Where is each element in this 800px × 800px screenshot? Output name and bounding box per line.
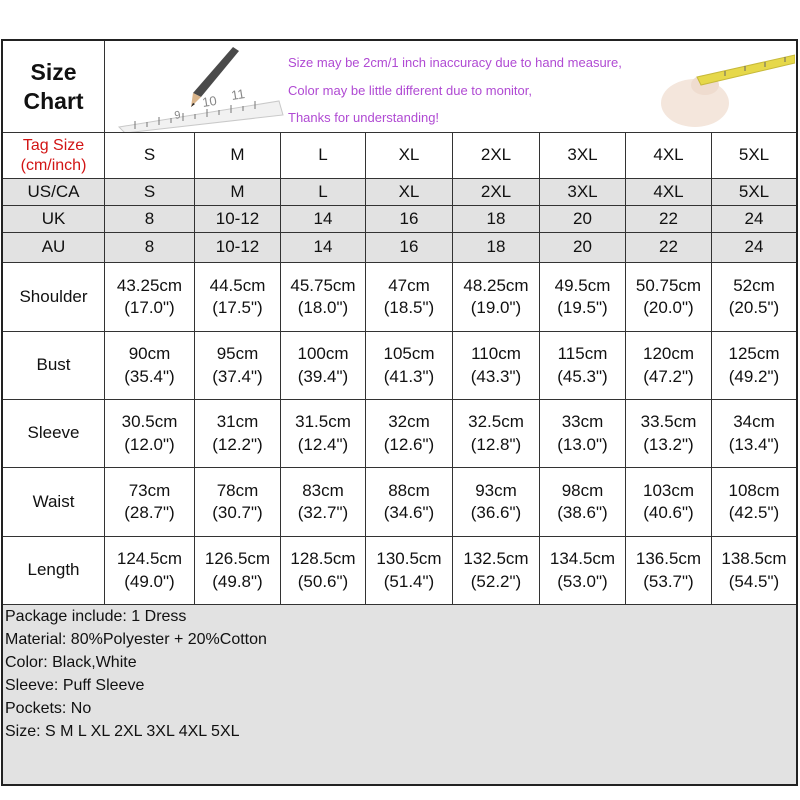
size-row-label	[3, 206, 105, 233]
size-cell	[105, 206, 195, 233]
measure-row-label	[3, 332, 105, 400]
size-value: 8	[144, 237, 155, 257]
size-value: 24	[744, 237, 764, 257]
measure-cell	[712, 263, 797, 332]
measure-cell	[712, 400, 797, 468]
banner-note: Color may be little different due to monitor,	[288, 83, 532, 98]
measure-cell	[105, 332, 195, 400]
size-cell	[453, 206, 540, 233]
measure-cm: 128.5cm	[290, 549, 356, 569]
measure-cell	[712, 332, 797, 400]
measure-inch: (19.5")	[557, 298, 608, 317]
measure-cell	[540, 400, 626, 468]
size-row-label	[3, 233, 105, 263]
measure-cm: 120cm	[642, 344, 695, 364]
measure-row-label	[3, 400, 105, 468]
measure-cell	[281, 537, 366, 605]
size-value: 14	[313, 208, 333, 228]
measure-cell	[626, 468, 712, 537]
measure-cell	[366, 537, 453, 605]
size-value: 18	[486, 208, 506, 228]
row-label-text: UK	[41, 208, 66, 228]
measure-cm: 47cm	[388, 275, 430, 295]
size-value: M	[230, 181, 245, 201]
measure-cm: 93cm	[475, 480, 517, 500]
size-value: 8	[144, 208, 155, 228]
measure-cm: 110cm	[471, 344, 521, 364]
detail-pockets: Pockets: No	[5, 700, 92, 717]
size-cell	[195, 233, 281, 263]
measure-cm: 33cm	[561, 412, 604, 432]
measure-inch: (17.5")	[212, 298, 263, 317]
size-cell	[712, 233, 797, 263]
measure-cm: 52cm	[733, 275, 775, 295]
measure-cell	[105, 400, 195, 468]
measure-row-label	[3, 468, 105, 537]
size-value: 22	[659, 208, 678, 228]
measure-cell	[626, 263, 712, 332]
size-cell	[540, 133, 626, 179]
measure-cell	[195, 468, 281, 537]
row-label-line: Tag Size	[22, 137, 85, 155]
size-cell	[281, 206, 366, 233]
size-cell	[366, 206, 453, 233]
size-cell	[105, 233, 195, 263]
size-value: XL	[398, 145, 420, 165]
size-value: 16	[399, 237, 419, 257]
measure-cm: 126.5cm	[204, 549, 271, 569]
measure-cm: 50.75cm	[635, 275, 702, 295]
size-cell	[195, 133, 281, 179]
measure-cm: 138.5cm	[721, 549, 787, 569]
size-cell	[540, 233, 626, 263]
measure-label-text: Length	[27, 560, 80, 580]
measure-inch: (53.7")	[643, 571, 694, 591]
measure-cm: 100cm	[297, 344, 349, 364]
measure-cell	[540, 537, 626, 605]
size-row-label	[3, 179, 105, 206]
measure-cell	[626, 332, 712, 400]
size-value: 2XL	[480, 181, 512, 201]
measure-cm: 108cm	[728, 480, 780, 500]
measure-cell	[366, 332, 453, 400]
measure-cell	[453, 332, 540, 400]
measure-cm: 48.25cm	[463, 275, 529, 295]
pencil-ruler-illustration	[105, 41, 285, 133]
measurement-banner	[105, 41, 798, 133]
size-cell	[453, 133, 540, 179]
row-label-text: AU	[41, 237, 66, 257]
size-cell	[195, 206, 281, 233]
measure-inch: (13.2")	[643, 434, 694, 454]
measure-cell	[626, 400, 712, 468]
size-value: S	[143, 145, 156, 165]
measure-inch: (13.0")	[557, 434, 608, 454]
measure-inch: (52.2")	[470, 571, 522, 591]
measure-cell	[366, 263, 453, 332]
size-value: 3XL	[567, 145, 598, 165]
measure-cm: 95cm	[216, 344, 259, 364]
measure-cell	[281, 400, 366, 468]
measure-cm: 132.5cm	[463, 549, 529, 569]
measure-cm: 125cm	[728, 344, 780, 364]
size-value: 4XL	[653, 145, 684, 165]
measure-cm: 115cm	[557, 344, 608, 364]
measure-cm: 49.5cm	[554, 275, 611, 295]
measure-cell	[453, 468, 540, 537]
measure-cell	[195, 400, 281, 468]
size-cell	[626, 233, 712, 263]
measure-cm: 103cm	[642, 480, 695, 500]
measure-inch: (28.7")	[124, 503, 175, 522]
measure-cell	[453, 400, 540, 468]
size-cell	[540, 206, 626, 233]
measure-cm: 44.5cm	[209, 275, 266, 295]
measure-inch: (40.6")	[643, 503, 694, 522]
measure-cell	[105, 537, 195, 605]
detail-sizes: Size: S M L XL 2XL 3XL 4XL 5XL	[5, 723, 240, 740]
size-cell	[366, 179, 453, 206]
measure-cell	[105, 468, 195, 537]
measure-cm: 73cm	[128, 480, 171, 500]
size-cell	[626, 206, 712, 233]
measure-inch: (42.5")	[728, 503, 780, 522]
measure-inch: (12.6")	[383, 434, 435, 454]
measure-cell	[281, 263, 366, 332]
measure-cm: 33.5cm	[640, 412, 697, 432]
detail-sleeve: Sleeve: Puff Sleeve	[5, 677, 145, 694]
measure-cm: 45.75cm	[290, 275, 356, 295]
size-cell	[626, 179, 712, 206]
size-value: 3XL	[567, 181, 598, 201]
measure-cm: 124.5cm	[116, 549, 183, 569]
detail-material: Material: 80%Polyester + 20%Cotton	[5, 631, 267, 648]
measure-cm: 43.25cm	[116, 275, 183, 295]
measure-cm: 32.5cm	[468, 412, 524, 432]
size-cell	[281, 233, 366, 263]
detail-package: Package include: 1 Dress	[5, 608, 187, 625]
size-cell	[281, 133, 366, 179]
measure-inch: (47.2")	[643, 366, 694, 386]
size-cell	[540, 179, 626, 206]
size-cell	[195, 179, 281, 206]
size-value: M	[230, 145, 245, 165]
measure-cm: 105cm	[383, 344, 435, 364]
measure-inch: (34.6")	[383, 503, 435, 522]
measure-cell	[195, 332, 281, 400]
row-label-text: US/CA	[27, 181, 80, 201]
size-value: 22	[659, 237, 678, 257]
size-cell	[366, 133, 453, 179]
measure-inch: (17.0")	[124, 298, 175, 317]
measure-inch: (13.4")	[728, 434, 780, 454]
measure-inch: (43.3")	[470, 366, 522, 386]
measure-cell	[366, 400, 453, 468]
product-details	[3, 605, 796, 784]
measure-cell	[105, 263, 195, 332]
measure-cell	[195, 263, 281, 332]
size-value: XL	[398, 181, 420, 201]
size-value: 10-12	[215, 208, 260, 228]
measure-cell	[540, 468, 626, 537]
measure-inch: (45.3")	[557, 366, 608, 386]
measure-cm: 83cm	[302, 480, 344, 500]
size-value: 24	[744, 208, 764, 228]
size-cell	[453, 179, 540, 206]
title-text: Size Chart	[23, 58, 84, 114]
measure-inch: (12.4")	[297, 434, 349, 454]
measure-inch: (12.8")	[470, 434, 522, 454]
measure-cm: 136.5cm	[635, 549, 702, 569]
size-row-label	[3, 133, 105, 179]
detail-color: Color: Black,White	[5, 654, 137, 671]
measure-cell	[366, 468, 453, 537]
measure-label-text: Shoulder	[19, 286, 88, 306]
measure-cm: 78cm	[216, 480, 259, 500]
measure-inch: (18.0")	[297, 298, 349, 317]
measure-inch: (54.5")	[728, 571, 780, 591]
measure-inch: (51.4")	[383, 571, 435, 591]
size-cell	[712, 133, 797, 179]
measure-cell	[712, 468, 797, 537]
measure-inch: (49.0")	[124, 571, 175, 591]
measure-inch: (53.0")	[557, 571, 608, 591]
size-value: 20	[573, 237, 592, 257]
measure-cell	[281, 468, 366, 537]
measure-inch: (37.4")	[212, 366, 263, 386]
measure-inch: (38.6")	[557, 503, 608, 522]
measure-inch: (18.5")	[383, 298, 435, 317]
measure-label-text: Bust	[36, 355, 71, 375]
measure-inch: (30.7")	[212, 503, 263, 522]
measure-inch: (36.6")	[470, 503, 522, 522]
size-cell	[105, 133, 195, 179]
size-value: 10-12	[215, 237, 260, 257]
measure-inch: (35.4")	[124, 366, 175, 386]
size-cell	[105, 179, 195, 206]
measure-cm: 31cm	[216, 412, 259, 432]
size-value: 14	[313, 237, 333, 257]
measure-inch: (49.2")	[728, 366, 780, 386]
measure-cm: 32cm	[388, 412, 430, 432]
measure-cm: 98cm	[561, 480, 604, 500]
measure-inch: (50.6")	[297, 571, 349, 591]
size-value: 5XL	[738, 145, 770, 165]
measure-cm: 90cm	[128, 344, 171, 364]
row-label-line: (cm/inch)	[20, 156, 87, 174]
ruler-tick-label: 9	[173, 109, 182, 122]
measure-label-text: Waist	[32, 491, 75, 511]
measure-inch: (49.8")	[212, 571, 263, 591]
measure-cm: 31.5cm	[295, 412, 351, 432]
measure-inch: (19.0")	[470, 298, 522, 317]
measure-cm: 34cm	[733, 412, 775, 432]
measure-inch: (12.0")	[124, 434, 175, 454]
banner-note: Thanks for understanding!	[288, 110, 440, 125]
measure-cell	[540, 263, 626, 332]
measure-cell	[712, 537, 797, 605]
measure-cell	[453, 537, 540, 605]
ruler-tick-label: 11	[230, 86, 246, 103]
hand-tape-measure-illustration	[635, 41, 795, 133]
measure-inch: (41.3")	[383, 366, 435, 386]
measure-inch: (20.5")	[728, 298, 780, 317]
size-cell	[712, 179, 797, 206]
measure-cm: 30.5cm	[121, 412, 178, 432]
size-cell	[281, 179, 366, 206]
measure-row-label	[3, 537, 105, 605]
measure-label-text: Sleeve	[27, 423, 80, 443]
size-value: L	[318, 145, 328, 165]
measure-cell	[453, 263, 540, 332]
size-cell	[712, 206, 797, 233]
ruler-tick-label: 10	[201, 92, 218, 110]
measure-cell	[195, 537, 281, 605]
measure-cm: 134.5cm	[549, 549, 616, 569]
measure-cell	[281, 332, 366, 400]
size-value: 5XL	[738, 181, 770, 201]
size-cell	[366, 233, 453, 263]
measure-inch: (20.0")	[643, 298, 694, 317]
measure-inch: (39.4")	[297, 366, 349, 386]
size-value: 4XL	[653, 181, 684, 201]
size-value: S	[143, 181, 156, 201]
size-value: 18	[486, 237, 506, 257]
measure-inch: (12.2")	[212, 434, 263, 454]
size-cell	[626, 133, 712, 179]
size-value: 2XL	[480, 145, 512, 165]
size-value: 20	[573, 208, 592, 228]
banner-note: Size may be 2cm/1 inch inaccuracy due to hand measure,	[288, 55, 622, 70]
size-value: L	[318, 181, 328, 201]
size-chart-title	[3, 41, 105, 133]
measure-inch: (32.7")	[297, 503, 349, 522]
size-value: 16	[399, 208, 419, 228]
measure-cm: 130.5cm	[376, 549, 442, 569]
measure-cell	[626, 537, 712, 605]
size-cell	[453, 233, 540, 263]
measure-cell	[540, 332, 626, 400]
measure-cm: 88cm	[388, 480, 430, 500]
measure-row-label	[3, 263, 105, 332]
